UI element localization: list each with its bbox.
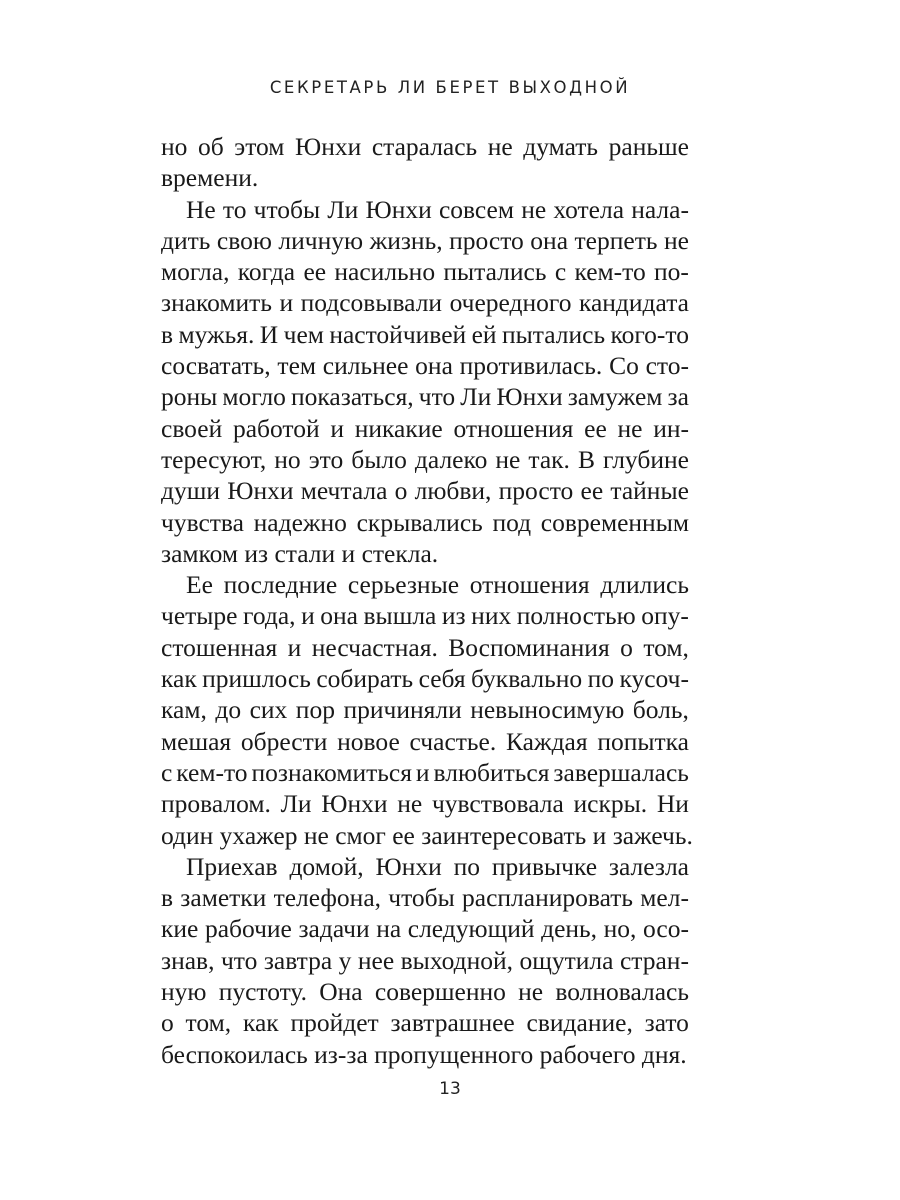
paragraph [161, 851, 689, 1070]
paragraph [161, 131, 689, 194]
text-line: один ухажер не смог ее заинтересовать и зажечь. [161, 820, 693, 850]
text-line: стошенная и несчастная. Воспоминания о том, [161, 632, 689, 662]
text-line: ную пустоту. Она совершенно не волновалась [161, 977, 689, 1007]
running-header: СЕКРЕТАРЬ ЛИ БЕРЕТ ВЫХОДНОЙ [269, 78, 631, 97]
text-line: провалом. Ли Юнхи не чувствовала искры. Ни [161, 789, 689, 819]
text-line: беспокоилась из-за пропущенного рабочего дня. [161, 1039, 687, 1069]
text-line: дить свою личную жизнь, просто она терпеть не [161, 225, 689, 255]
text-line: чувства надежно скрывались под современным [161, 507, 689, 537]
text-line: Приехав домой, Юнхи по привычке залезла [186, 851, 689, 881]
text-line: с кем-то познакомиться и влюбиться завершалась [161, 757, 689, 787]
text-line: знакомить и подсовывали очередного кандидата [161, 288, 689, 318]
text-line: четыре года, и она вышла из них полностью опу- [161, 601, 689, 631]
text-line: в мужья. И чем настойчивей ей пытались кого-то [161, 319, 689, 349]
text-line: как пришлось собирать себя буквально по кусоч- [161, 664, 689, 694]
text-line: в заметки телефона, чтобы распланировать мел- [161, 883, 689, 913]
text-line: роны могло показаться, что Ли Юнхи замужем за [161, 382, 689, 412]
text-line: Ее последние серьезные отношения длились [186, 570, 689, 600]
text-line: души Юнхи мечтала о любви, просто ее тайные [161, 476, 689, 506]
body-text [161, 131, 693, 1070]
text-line: могла, когда ее насильно пытались с кем-то по- [161, 257, 689, 287]
text-line: времени. [161, 163, 259, 193]
text-line: тересуют, но это было далеко не так. В глубине [161, 444, 689, 474]
text-line: кие рабочие задачи на следующий день, но, осо- [161, 914, 689, 944]
text-line: кам, до сих пор причиняли невыносимую боль, [161, 695, 689, 725]
text-line: о том, как пройдет завтрашнее свидание, зато [161, 1008, 689, 1038]
text-line: знав, что завтра у нее выходной, ощутила стран- [161, 945, 689, 975]
text-line: мешая обрести новое счастье. Каждая попытка [161, 726, 689, 756]
text-line: Не то чтобы Ли Юнхи совсем не хотела нала- [186, 194, 689, 224]
paragraph [161, 569, 693, 851]
text-line: своей работой и никакие отношения ее не ин- [161, 413, 689, 443]
paragraph [161, 194, 689, 570]
page-number: 13 [439, 1079, 461, 1099]
text-line: замком из стали и стекла. [161, 538, 439, 568]
text-line: сосватать, тем сильнее она противилась. Со сто- [161, 351, 689, 381]
text-line: но об этом Юнхи старалась не думать раньше [161, 132, 689, 161]
